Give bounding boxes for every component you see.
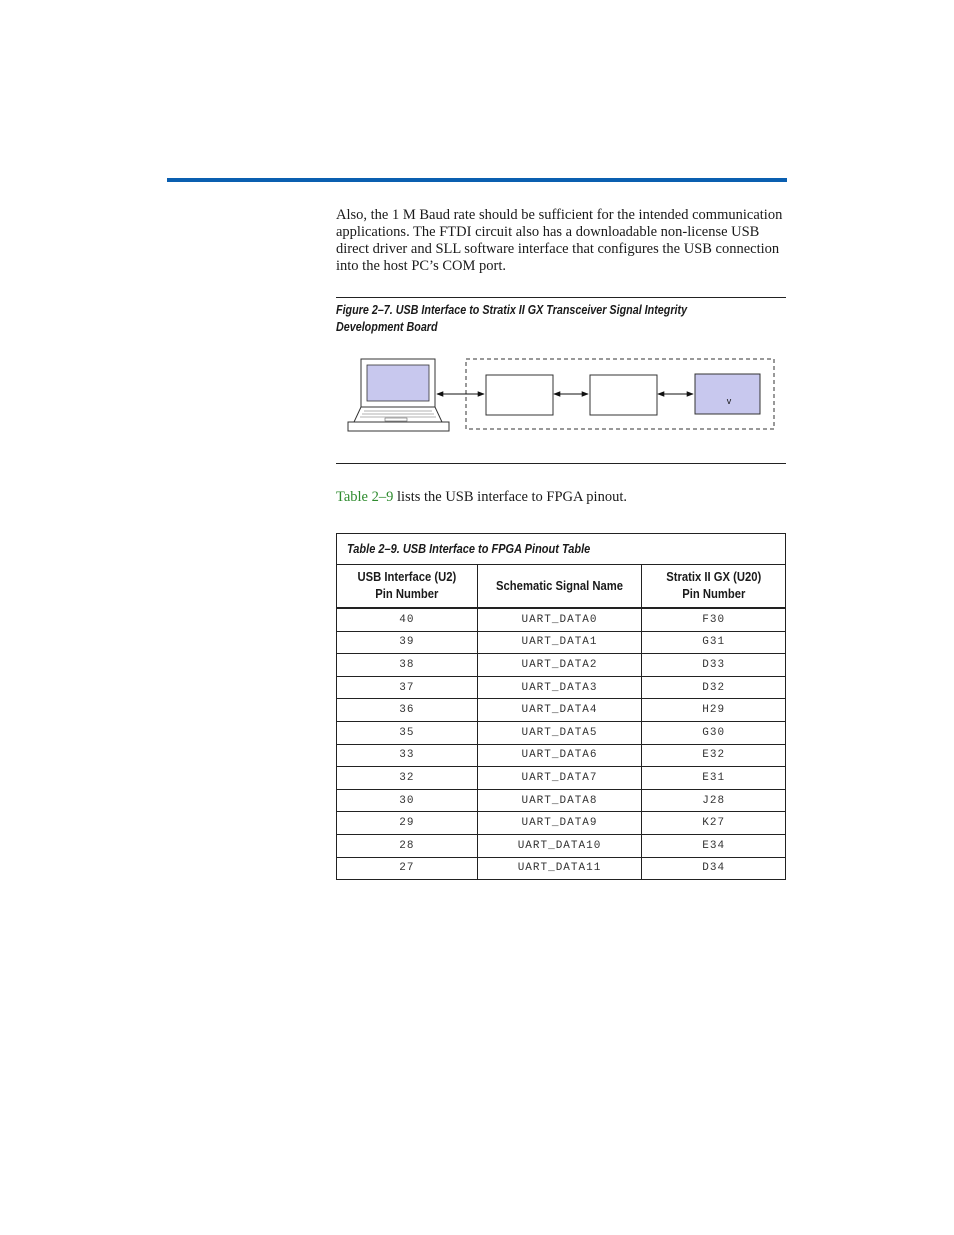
pinout-table xyxy=(336,533,786,880)
fpga-pin-cell: D32 xyxy=(642,676,786,699)
signal-name-cell: UART_DATA0 xyxy=(477,608,642,631)
signal-name-cell: UART_DATA1 xyxy=(477,631,642,654)
laptop-icon xyxy=(348,359,449,431)
table-reference-link[interactable]: Table 2–9 xyxy=(336,489,394,505)
table-title: Table 2–9. USB Interface to FPGA Pinout Table xyxy=(337,534,786,565)
fpga-pin-cell: E34 xyxy=(642,834,786,857)
fpga-pin-cell: G30 xyxy=(642,721,786,744)
fpga-block-label: v xyxy=(726,396,732,406)
signal-name-cell: UART_DATA3 xyxy=(477,676,642,699)
signal-name-cell: UART_DATA10 xyxy=(477,834,642,857)
fpga-pin-cell: H29 xyxy=(642,699,786,722)
signal-name-cell: UART_DATA4 xyxy=(477,699,642,722)
usb-pin-cell: 35 xyxy=(337,721,478,744)
signal-name-cell: UART_DATA7 xyxy=(477,767,642,790)
table-row xyxy=(337,631,786,654)
ftdi-block xyxy=(590,375,657,415)
table-row xyxy=(337,744,786,767)
header-rule xyxy=(167,178,787,182)
fpga-pin-cell: D33 xyxy=(642,654,786,677)
signal-name-cell: UART_DATA9 xyxy=(477,812,642,835)
table-row xyxy=(337,608,786,631)
table-row xyxy=(337,767,786,790)
usb-pin-cell: 33 xyxy=(337,744,478,767)
table-row xyxy=(337,789,786,812)
table-reference-text: lists the USB interface to FPGA pinout. xyxy=(393,489,627,505)
fpga-pin-cell: E31 xyxy=(642,767,786,790)
table-reference-sentence xyxy=(336,489,627,506)
usb-pin-cell: 28 xyxy=(337,834,478,857)
table-row xyxy=(337,812,786,835)
signal-name-cell: UART_DATA11 xyxy=(477,857,642,880)
table-row xyxy=(337,857,786,880)
usb-pin-cell: 27 xyxy=(337,857,478,880)
usb-pin-cell: 32 xyxy=(337,767,478,790)
table-row xyxy=(337,834,786,857)
usb-pin-cell: 36 xyxy=(337,699,478,722)
table-row xyxy=(337,721,786,744)
usb-pin-cell: 30 xyxy=(337,789,478,812)
fpga-pin-cell: D34 xyxy=(642,857,786,880)
figure-caption-line2: Development Board xyxy=(336,320,438,334)
usb-connector-block xyxy=(486,375,553,415)
header-usb-pin: USB Interface (U2) Pin Number xyxy=(337,565,478,609)
figure-caption xyxy=(336,302,786,336)
fpga-pin-cell: G31 xyxy=(642,631,786,654)
usb-pin-cell: 39 xyxy=(337,631,478,654)
fpga-pin-cell: K27 xyxy=(642,812,786,835)
figure-caption-line1: Figure 2–7. USB Interface to Stratix II GX Transceiver Signal Integrity xyxy=(336,303,688,317)
fpga-pin-cell: J28 xyxy=(642,789,786,812)
table-row xyxy=(337,654,786,677)
signal-name-cell: UART_DATA5 xyxy=(477,721,642,744)
fpga-pin-cell: E32 xyxy=(642,744,786,767)
fpga-pin-cell: F30 xyxy=(642,608,786,631)
usb-pin-cell: 29 xyxy=(337,812,478,835)
table-row xyxy=(337,676,786,699)
signal-name-cell: UART_DATA2 xyxy=(477,654,642,677)
table-row xyxy=(337,699,786,722)
signal-name-cell: UART_DATA8 xyxy=(477,789,642,812)
usb-pin-cell: 40 xyxy=(337,608,478,631)
header-signal-name: Schematic Signal Name xyxy=(477,565,642,609)
signal-name-cell: UART_DATA6 xyxy=(477,744,642,767)
figure-top-rule xyxy=(336,297,786,298)
fpga-block xyxy=(695,374,760,414)
usb-pin-cell: 37 xyxy=(337,676,478,699)
header-fpga-pin: Stratix II GX (U20) Pin Number xyxy=(642,565,786,609)
usb-interface-diagram xyxy=(340,350,786,440)
body-paragraph: Also, the 1 M Baud rate should be sufficient for the intended communication applications. The FTDI circuit also has a downloadable non-license USB direct driver and SLL software interface that configures the USB connection into the host PC’s COM port. xyxy=(336,207,783,274)
usb-pin-cell: 38 xyxy=(337,654,478,677)
figure-bottom-rule xyxy=(336,463,786,464)
